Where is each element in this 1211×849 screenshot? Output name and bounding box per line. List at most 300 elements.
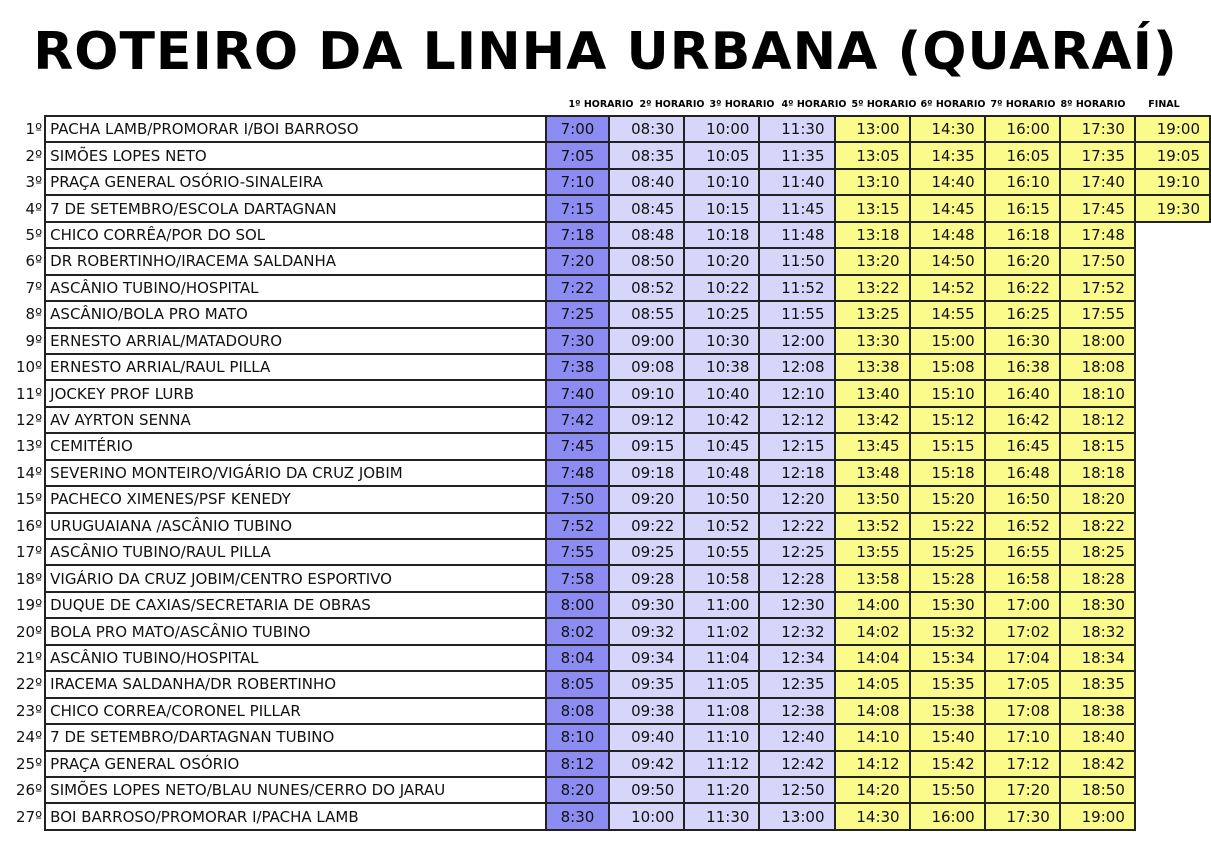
table-row xyxy=(4,195,1210,221)
time-cell: 15:22 xyxy=(910,513,985,539)
time-cell: 09:30 xyxy=(609,592,684,618)
time-cell: 14:50 xyxy=(910,248,985,274)
time-cell: 09:12 xyxy=(609,407,684,433)
time-cell: 18:12 xyxy=(1060,407,1135,433)
time-cell: 14:05 xyxy=(835,671,910,697)
time-cell: 18:35 xyxy=(1060,671,1135,697)
table-row xyxy=(4,565,1210,591)
time-cell: 8:08 xyxy=(546,698,609,724)
time-cell: 16:30 xyxy=(985,328,1060,354)
table-row xyxy=(4,777,1210,803)
stop-name: CHICO CORRÊA/POR DO SOL xyxy=(45,222,546,248)
time-cell: 16:10 xyxy=(985,169,1060,195)
stop-number: 23º xyxy=(16,701,43,720)
column-header: 8º HORARIO xyxy=(1060,99,1126,110)
time-cell: 16:20 xyxy=(985,248,1060,274)
stop-number: 6º xyxy=(25,252,43,271)
time-cell: 7:10 xyxy=(546,169,609,195)
time-cell: 12:18 xyxy=(759,460,834,486)
time-cell: 15:15 xyxy=(910,433,985,459)
time-cell: 7:58 xyxy=(546,565,609,591)
time-cell: 12:20 xyxy=(759,486,834,512)
time-cell: 16:22 xyxy=(985,275,1060,301)
stop-name: SIMÕES LOPES NETO xyxy=(45,142,546,168)
table-row xyxy=(4,803,1210,829)
time-cell: 16:50 xyxy=(985,486,1060,512)
table-row xyxy=(4,513,1210,539)
empty-cell xyxy=(1135,777,1210,803)
time-cell: 10:20 xyxy=(684,248,759,274)
stop-number: 5º xyxy=(25,225,43,244)
time-cell: 13:40 xyxy=(835,380,910,406)
time-cell: 08:55 xyxy=(609,301,684,327)
time-cell: 7:40 xyxy=(546,380,609,406)
time-cell: 13:42 xyxy=(835,407,910,433)
time-cell: 14:08 xyxy=(835,698,910,724)
time-cell: 14:30 xyxy=(910,116,985,142)
table-row xyxy=(4,433,1210,459)
time-cell: 8:10 xyxy=(546,724,609,750)
stop-number: 10º xyxy=(16,358,43,377)
time-cell: 18:00 xyxy=(1060,328,1135,354)
time-cell: 13:55 xyxy=(835,539,910,565)
time-cell: 13:15 xyxy=(835,195,910,221)
time-cell: 10:05 xyxy=(684,142,759,168)
time-cell: 17:05 xyxy=(985,671,1060,697)
stop-name: DR ROBERTINHO/IRACEMA SALDANHA xyxy=(45,248,546,274)
table-row xyxy=(4,724,1210,750)
time-cell: 16:58 xyxy=(985,565,1060,591)
column-header: 6º HORARIO xyxy=(920,99,986,110)
time-cell: 17:12 xyxy=(985,751,1060,777)
empty-cell xyxy=(1135,751,1210,777)
time-cell: 08:48 xyxy=(609,222,684,248)
time-cell: 17:35 xyxy=(1060,142,1135,168)
time-cell: 09:00 xyxy=(609,328,684,354)
empty-cell xyxy=(1135,724,1210,750)
time-cell: 14:55 xyxy=(910,301,985,327)
time-cell: 18:42 xyxy=(1060,751,1135,777)
stop-number: 9º xyxy=(25,331,43,350)
time-cell: 10:00 xyxy=(684,116,759,142)
stop-number: 1º xyxy=(25,120,43,139)
table-row xyxy=(4,380,1210,406)
time-cell: 11:12 xyxy=(684,751,759,777)
table-row xyxy=(4,407,1210,433)
table-row xyxy=(4,751,1210,777)
time-cell: 17:04 xyxy=(985,645,1060,671)
time-cell: 7:30 xyxy=(546,328,609,354)
time-cell: 16:48 xyxy=(985,460,1060,486)
time-cell: 16:00 xyxy=(910,803,985,829)
table-row xyxy=(4,486,1210,512)
time-cell: 19:05 xyxy=(1135,142,1210,168)
empty-cell xyxy=(1135,803,1210,829)
time-cell: 11:04 xyxy=(684,645,759,671)
time-cell: 7:55 xyxy=(546,539,609,565)
time-cell: 12:32 xyxy=(759,618,834,644)
stop-name: IRACEMA SALDANHA/DR ROBERTINHO xyxy=(45,671,546,697)
column-header: 4º HORARIO xyxy=(781,99,847,110)
stop-name: PACHECO XIMENES/PSF KENEDY xyxy=(45,486,546,512)
time-cell: 14:35 xyxy=(910,142,985,168)
time-cell: 8:04 xyxy=(546,645,609,671)
stop-name: BOI BARROSO/PROMORAR I/PACHA LAMB xyxy=(45,803,546,829)
time-cell: 10:48 xyxy=(684,460,759,486)
time-cell: 11:08 xyxy=(684,698,759,724)
time-cell: 15:28 xyxy=(910,565,985,591)
stop-name: URUGUAIANA /ASCÂNIO TUBINO xyxy=(45,513,546,539)
time-cell: 13:20 xyxy=(835,248,910,274)
time-cell: 17:02 xyxy=(985,618,1060,644)
stop-number: 16º xyxy=(16,516,43,535)
time-cell: 17:00 xyxy=(985,592,1060,618)
time-cell: 18:10 xyxy=(1060,380,1135,406)
stop-name: DUQUE DE CAXIAS/SECRETARIA DE OBRAS xyxy=(45,592,546,618)
time-cell: 15:50 xyxy=(910,777,985,803)
empty-cell xyxy=(1135,513,1210,539)
time-cell: 13:05 xyxy=(835,142,910,168)
time-cell: 15:18 xyxy=(910,460,985,486)
time-cell: 7:25 xyxy=(546,301,609,327)
time-cell: 15:25 xyxy=(910,539,985,565)
time-cell: 13:45 xyxy=(835,433,910,459)
time-cell: 14:40 xyxy=(910,169,985,195)
time-cell: 15:32 xyxy=(910,618,985,644)
empty-cell xyxy=(1135,328,1210,354)
time-cell: 15:08 xyxy=(910,354,985,380)
time-cell: 14:52 xyxy=(910,275,985,301)
time-cell: 7:38 xyxy=(546,354,609,380)
time-cell: 17:48 xyxy=(1060,222,1135,248)
time-cell: 15:00 xyxy=(910,328,985,354)
table-row xyxy=(4,698,1210,724)
stop-number: 26º xyxy=(16,781,43,800)
time-cell: 11:48 xyxy=(759,222,834,248)
column-header: 7º HORARIO xyxy=(990,99,1056,110)
time-cell: 18:15 xyxy=(1060,433,1135,459)
table-row xyxy=(4,671,1210,697)
empty-cell xyxy=(1135,565,1210,591)
stop-name: PACHA LAMB/PROMORAR I/BOI BARROSO xyxy=(45,116,546,142)
empty-cell xyxy=(1135,354,1210,380)
time-cell: 12:30 xyxy=(759,592,834,618)
time-cell: 7:48 xyxy=(546,460,609,486)
stop-name: CEMITÉRIO xyxy=(45,433,546,459)
table-row xyxy=(4,116,1210,142)
time-cell: 7:18 xyxy=(546,222,609,248)
time-cell: 11:00 xyxy=(684,592,759,618)
stop-number: 2º xyxy=(25,146,43,165)
stop-name: VIGÁRIO DA CRUZ JOBIM/CENTRO ESPORTIVO xyxy=(45,565,546,591)
time-cell: 7:42 xyxy=(546,407,609,433)
time-cell: 08:30 xyxy=(609,116,684,142)
stop-number: 24º xyxy=(16,728,43,747)
time-cell: 18:18 xyxy=(1060,460,1135,486)
time-cell: 14:48 xyxy=(910,222,985,248)
time-cell: 10:10 xyxy=(684,169,759,195)
time-cell: 15:35 xyxy=(910,671,985,697)
empty-cell xyxy=(1135,407,1210,433)
time-cell: 16:15 xyxy=(985,195,1060,221)
column-header: FINAL xyxy=(1148,99,1180,110)
time-cell: 10:45 xyxy=(684,433,759,459)
time-cell: 8:30 xyxy=(546,803,609,829)
time-cell: 08:40 xyxy=(609,169,684,195)
time-cell: 09:38 xyxy=(609,698,684,724)
time-cell: 18:30 xyxy=(1060,592,1135,618)
time-cell: 17:08 xyxy=(985,698,1060,724)
empty-cell xyxy=(1135,539,1210,565)
time-cell: 16:40 xyxy=(985,380,1060,406)
stop-name: ASCÂNIO TUBINO/HOSPITAL xyxy=(45,275,546,301)
time-cell: 11:40 xyxy=(759,169,834,195)
time-cell: 12:15 xyxy=(759,433,834,459)
time-cell: 12:50 xyxy=(759,777,834,803)
time-cell: 13:00 xyxy=(835,116,910,142)
table-row xyxy=(4,645,1210,671)
time-cell: 13:25 xyxy=(835,301,910,327)
time-cell: 8:05 xyxy=(546,671,609,697)
time-cell: 17:55 xyxy=(1060,301,1135,327)
stop-name: PRAÇA GENERAL OSÓRIO xyxy=(45,751,546,777)
time-cell: 08:52 xyxy=(609,275,684,301)
empty-cell xyxy=(1135,618,1210,644)
empty-cell xyxy=(1135,460,1210,486)
empty-cell xyxy=(1135,645,1210,671)
time-cell: 09:35 xyxy=(609,671,684,697)
time-cell: 15:42 xyxy=(910,751,985,777)
time-cell: 11:20 xyxy=(684,777,759,803)
time-cell: 09:28 xyxy=(609,565,684,591)
time-cell: 16:45 xyxy=(985,433,1060,459)
empty-cell xyxy=(1135,592,1210,618)
stop-name: SEVERINO MONTEIRO/VIGÁRIO DA CRUZ JOBIM xyxy=(45,460,546,486)
stop-name: AV AYRTON SENNA xyxy=(45,407,546,433)
table-row xyxy=(4,142,1210,168)
table-row xyxy=(4,248,1210,274)
time-cell: 14:04 xyxy=(835,645,910,671)
time-cell: 8:20 xyxy=(546,777,609,803)
time-cell: 16:52 xyxy=(985,513,1060,539)
empty-cell xyxy=(1135,380,1210,406)
stop-number: 14º xyxy=(16,463,43,482)
time-cell: 08:35 xyxy=(609,142,684,168)
empty-cell xyxy=(1135,671,1210,697)
time-cell: 10:38 xyxy=(684,354,759,380)
time-cell: 19:00 xyxy=(1060,803,1135,829)
time-cell: 18:22 xyxy=(1060,513,1135,539)
stop-number: 12º xyxy=(16,411,43,430)
time-cell: 15:10 xyxy=(910,380,985,406)
time-cell: 12:34 xyxy=(759,645,834,671)
empty-cell xyxy=(1135,248,1210,274)
stop-name: JOCKEY PROF LURB xyxy=(45,380,546,406)
time-cell: 7:22 xyxy=(546,275,609,301)
time-cell: 12:28 xyxy=(759,565,834,591)
time-cell: 11:35 xyxy=(759,142,834,168)
time-cell: 11:52 xyxy=(759,275,834,301)
time-cell: 7:05 xyxy=(546,142,609,168)
stop-number: 19º xyxy=(16,596,43,615)
time-cell: 15:20 xyxy=(910,486,985,512)
time-cell: 10:42 xyxy=(684,407,759,433)
time-cell: 09:20 xyxy=(609,486,684,512)
time-cell: 11:05 xyxy=(684,671,759,697)
stop-number: 18º xyxy=(16,569,43,588)
time-cell: 13:48 xyxy=(835,460,910,486)
time-cell: 11:30 xyxy=(684,803,759,829)
time-cell: 10:15 xyxy=(684,195,759,221)
empty-cell xyxy=(1135,301,1210,327)
time-cell: 18:40 xyxy=(1060,724,1135,750)
empty-cell xyxy=(1135,698,1210,724)
time-cell: 11:10 xyxy=(684,724,759,750)
empty-cell xyxy=(1135,222,1210,248)
time-cell: 18:32 xyxy=(1060,618,1135,644)
time-cell: 8:02 xyxy=(546,618,609,644)
column-header: 1º HORARIO xyxy=(568,99,634,110)
time-cell: 11:02 xyxy=(684,618,759,644)
table-row xyxy=(4,169,1210,195)
time-cell: 15:12 xyxy=(910,407,985,433)
stop-name: ASCÂNIO TUBINO/HOSPITAL xyxy=(45,645,546,671)
table-row xyxy=(4,460,1210,486)
time-cell: 12:22 xyxy=(759,513,834,539)
time-cell: 13:58 xyxy=(835,565,910,591)
stop-number: 8º xyxy=(25,305,43,324)
stop-name: ERNESTO ARRIAL/MATADOURO xyxy=(45,328,546,354)
time-cell: 11:30 xyxy=(759,116,834,142)
time-cell: 13:10 xyxy=(835,169,910,195)
time-cell: 12:25 xyxy=(759,539,834,565)
time-cell: 18:50 xyxy=(1060,777,1135,803)
time-cell: 09:22 xyxy=(609,513,684,539)
time-cell: 12:40 xyxy=(759,724,834,750)
time-cell: 18:08 xyxy=(1060,354,1135,380)
time-cell: 10:25 xyxy=(684,301,759,327)
time-cell: 11:55 xyxy=(759,301,834,327)
time-cell: 13:00 xyxy=(759,803,834,829)
time-cell: 10:40 xyxy=(684,380,759,406)
time-cell: 7:00 xyxy=(546,116,609,142)
time-cell: 10:30 xyxy=(684,328,759,354)
time-cell: 13:30 xyxy=(835,328,910,354)
stop-number: 4º xyxy=(25,199,43,218)
time-cell: 09:25 xyxy=(609,539,684,565)
time-cell: 10:22 xyxy=(684,275,759,301)
time-cell: 14:20 xyxy=(835,777,910,803)
time-cell: 11:50 xyxy=(759,248,834,274)
time-cell: 13:52 xyxy=(835,513,910,539)
stop-name: ERNESTO ARRIAL/RAUL PILLA xyxy=(45,354,546,380)
time-cell: 10:50 xyxy=(684,486,759,512)
stop-name: ASCÂNIO/BOLA PRO MATO xyxy=(45,301,546,327)
time-cell: 13:22 xyxy=(835,275,910,301)
time-cell: 09:15 xyxy=(609,433,684,459)
time-cell: 7:52 xyxy=(546,513,609,539)
time-cell: 09:40 xyxy=(609,724,684,750)
time-cell: 7:50 xyxy=(546,486,609,512)
time-cell: 18:38 xyxy=(1060,698,1135,724)
time-cell: 19:10 xyxy=(1135,169,1210,195)
empty-cell xyxy=(1135,433,1210,459)
time-cell: 19:30 xyxy=(1135,195,1210,221)
time-cell: 16:18 xyxy=(985,222,1060,248)
time-cell: 16:05 xyxy=(985,142,1060,168)
time-cell: 10:18 xyxy=(684,222,759,248)
stop-name: 7 DE SETEMBRO/ESCOLA DARTAGNAN xyxy=(45,195,546,221)
time-cell: 12:38 xyxy=(759,698,834,724)
column-header: 3º HORARIO xyxy=(709,99,775,110)
time-cell: 14:45 xyxy=(910,195,985,221)
stop-name: SIMÕES LOPES NETO/BLAU NUNES/CERRO DO JARAU xyxy=(45,777,546,803)
time-cell: 13:18 xyxy=(835,222,910,248)
time-cell: 14:02 xyxy=(835,618,910,644)
stop-number: 7º xyxy=(25,278,43,297)
stop-number: 25º xyxy=(16,754,43,773)
stop-number: 3º xyxy=(25,173,43,192)
time-cell: 09:08 xyxy=(609,354,684,380)
time-cell: 15:30 xyxy=(910,592,985,618)
time-cell: 12:42 xyxy=(759,751,834,777)
stop-number: 15º xyxy=(16,490,43,509)
time-cell: 15:34 xyxy=(910,645,985,671)
time-cell: 09:32 xyxy=(609,618,684,644)
table-row xyxy=(4,592,1210,618)
time-cell: 17:50 xyxy=(1060,248,1135,274)
stop-number: 27º xyxy=(16,807,43,826)
time-cell: 16:00 xyxy=(985,116,1060,142)
time-cell: 16:55 xyxy=(985,539,1060,565)
stop-name: 7 DE SETEMBRO/DARTAGNAN TUBINO xyxy=(45,724,546,750)
time-cell: 18:25 xyxy=(1060,539,1135,565)
time-cell: 12:35 xyxy=(759,671,834,697)
time-cell: 14:30 xyxy=(835,803,910,829)
table-row xyxy=(4,275,1210,301)
time-cell: 18:20 xyxy=(1060,486,1135,512)
time-cell: 17:52 xyxy=(1060,275,1135,301)
table-row xyxy=(4,222,1210,248)
time-cell: 10:52 xyxy=(684,513,759,539)
time-cell: 12:08 xyxy=(759,354,834,380)
time-cell: 19:00 xyxy=(1135,116,1210,142)
stop-number: 13º xyxy=(16,437,43,456)
time-cell: 15:40 xyxy=(910,724,985,750)
empty-cell xyxy=(1135,275,1210,301)
table-row xyxy=(4,618,1210,644)
time-cell: 7:20 xyxy=(546,248,609,274)
time-cell: 13:38 xyxy=(835,354,910,380)
time-cell: 09:50 xyxy=(609,777,684,803)
time-cell: 18:28 xyxy=(1060,565,1135,591)
time-cell: 17:10 xyxy=(985,724,1060,750)
time-cell: 7:15 xyxy=(546,195,609,221)
time-cell: 16:42 xyxy=(985,407,1060,433)
stop-number: 21º xyxy=(16,648,43,667)
stop-name: ASCÂNIO TUBINO/RAUL PILLA xyxy=(45,539,546,565)
time-cell: 11:45 xyxy=(759,195,834,221)
time-cell: 16:38 xyxy=(985,354,1060,380)
table-row xyxy=(4,354,1210,380)
time-cell: 17:20 xyxy=(985,777,1060,803)
stop-number: 17º xyxy=(16,543,43,562)
time-cell: 14:10 xyxy=(835,724,910,750)
time-cell: 09:34 xyxy=(609,645,684,671)
time-cell: 14:00 xyxy=(835,592,910,618)
time-cell: 09:42 xyxy=(609,751,684,777)
time-cell: 17:40 xyxy=(1060,169,1135,195)
